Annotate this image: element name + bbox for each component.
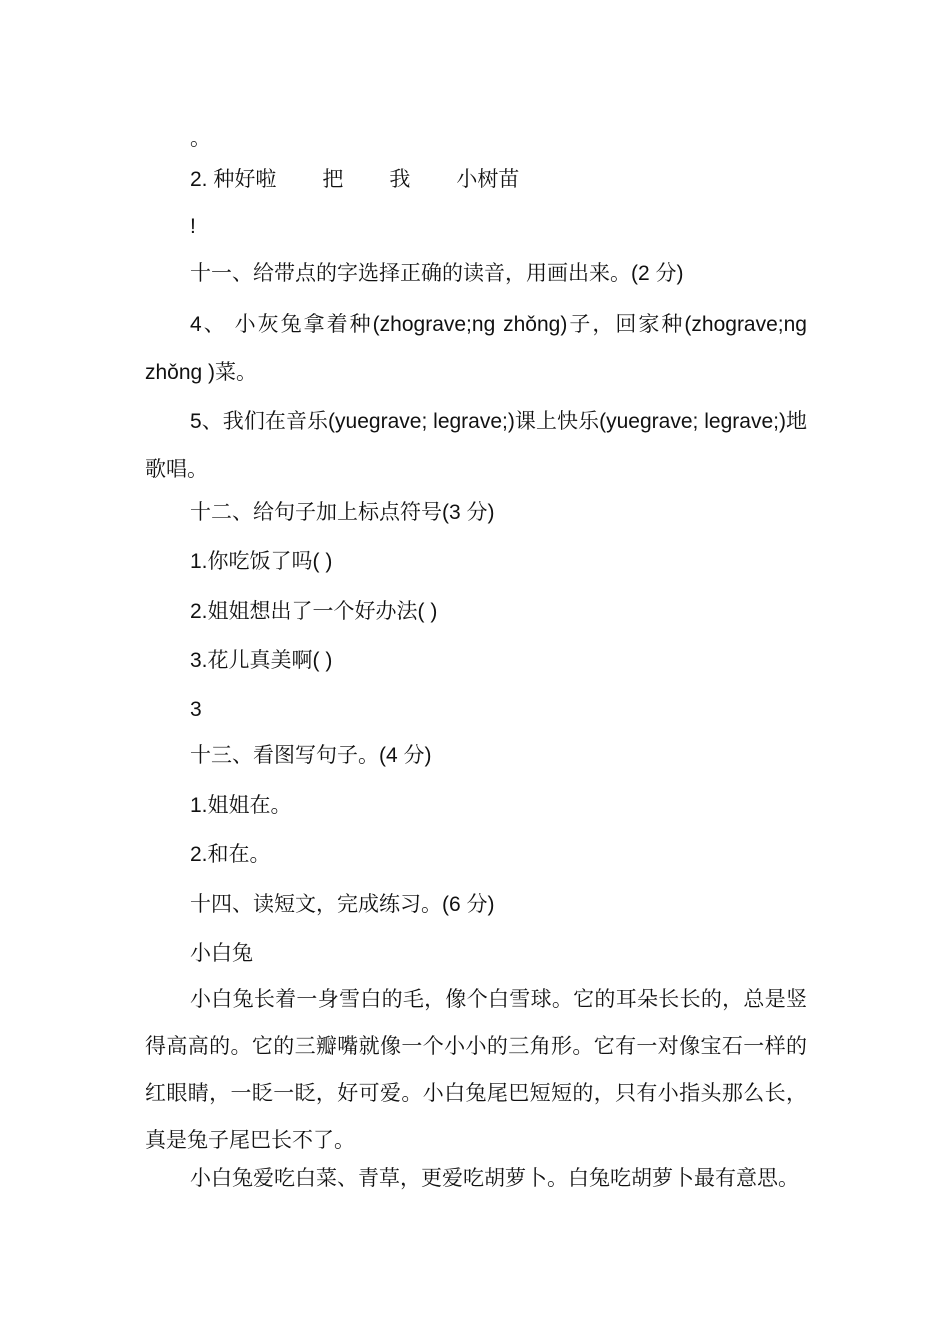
word-chunk: 我 xyxy=(389,168,411,191)
text-line: 3 xyxy=(190,698,202,721)
section-heading: 十二、给句子加上标点符号(3 分) xyxy=(190,501,495,524)
section-heading: 十三、看图写句子。(4 分) xyxy=(190,744,432,767)
question-item: 1.你吃饭了吗( ) xyxy=(190,550,333,573)
word-chunk: 把 xyxy=(322,168,344,191)
text-line: ! xyxy=(190,215,196,238)
question-item: 1.姐姐在。 xyxy=(190,794,292,817)
section-heading: 十四、读短文，完成练习。(6 分) xyxy=(190,893,495,916)
question-paragraph: 5、我们在音乐(yuegrave; legrave;)课上快乐(yuegrave; legrave;)地歌唱。 xyxy=(145,410,807,481)
passage-title: 小白兔 xyxy=(190,942,253,965)
word-chunk: 2. 种好啦 xyxy=(190,168,277,191)
question-item: 2.姐姐想出了一个好办法( ) xyxy=(190,600,438,623)
question-paragraph: 4、 小灰兔拿着种(zhograve;ng zhǒng)子，回家种(zhograve;ng zhǒng )菜。 xyxy=(145,313,807,384)
word-chunk: 小树苗 xyxy=(456,168,520,191)
question-item: 3.花儿真美啊( ) xyxy=(190,649,333,672)
passage-paragraph: 小白兔长着一身雪白的毛，像个白雪球。它的耳朵长长的，总是竖得高高的。它的三瓣嘴就像一个小小的三角形。它有一对像宝石一样的红眼睛，一眨一眨，好可爱。小白兔尾巴短短的，只有小指头那么长，真是兔子尾巴长不了。 xyxy=(145,988,807,1152)
sentence-ordering-item xyxy=(190,165,519,195)
passage-paragraph: 小白兔爱吃白菜、青草，更爱吃胡萝卜。白兔吃胡萝卜最有意思。 xyxy=(190,1167,799,1190)
text-line: 。 xyxy=(190,127,211,150)
question-item: 2.和在。 xyxy=(190,843,271,866)
section-heading: 十一、给带点的字选择正确的读音，用画出来。(2 分) xyxy=(190,262,684,285)
